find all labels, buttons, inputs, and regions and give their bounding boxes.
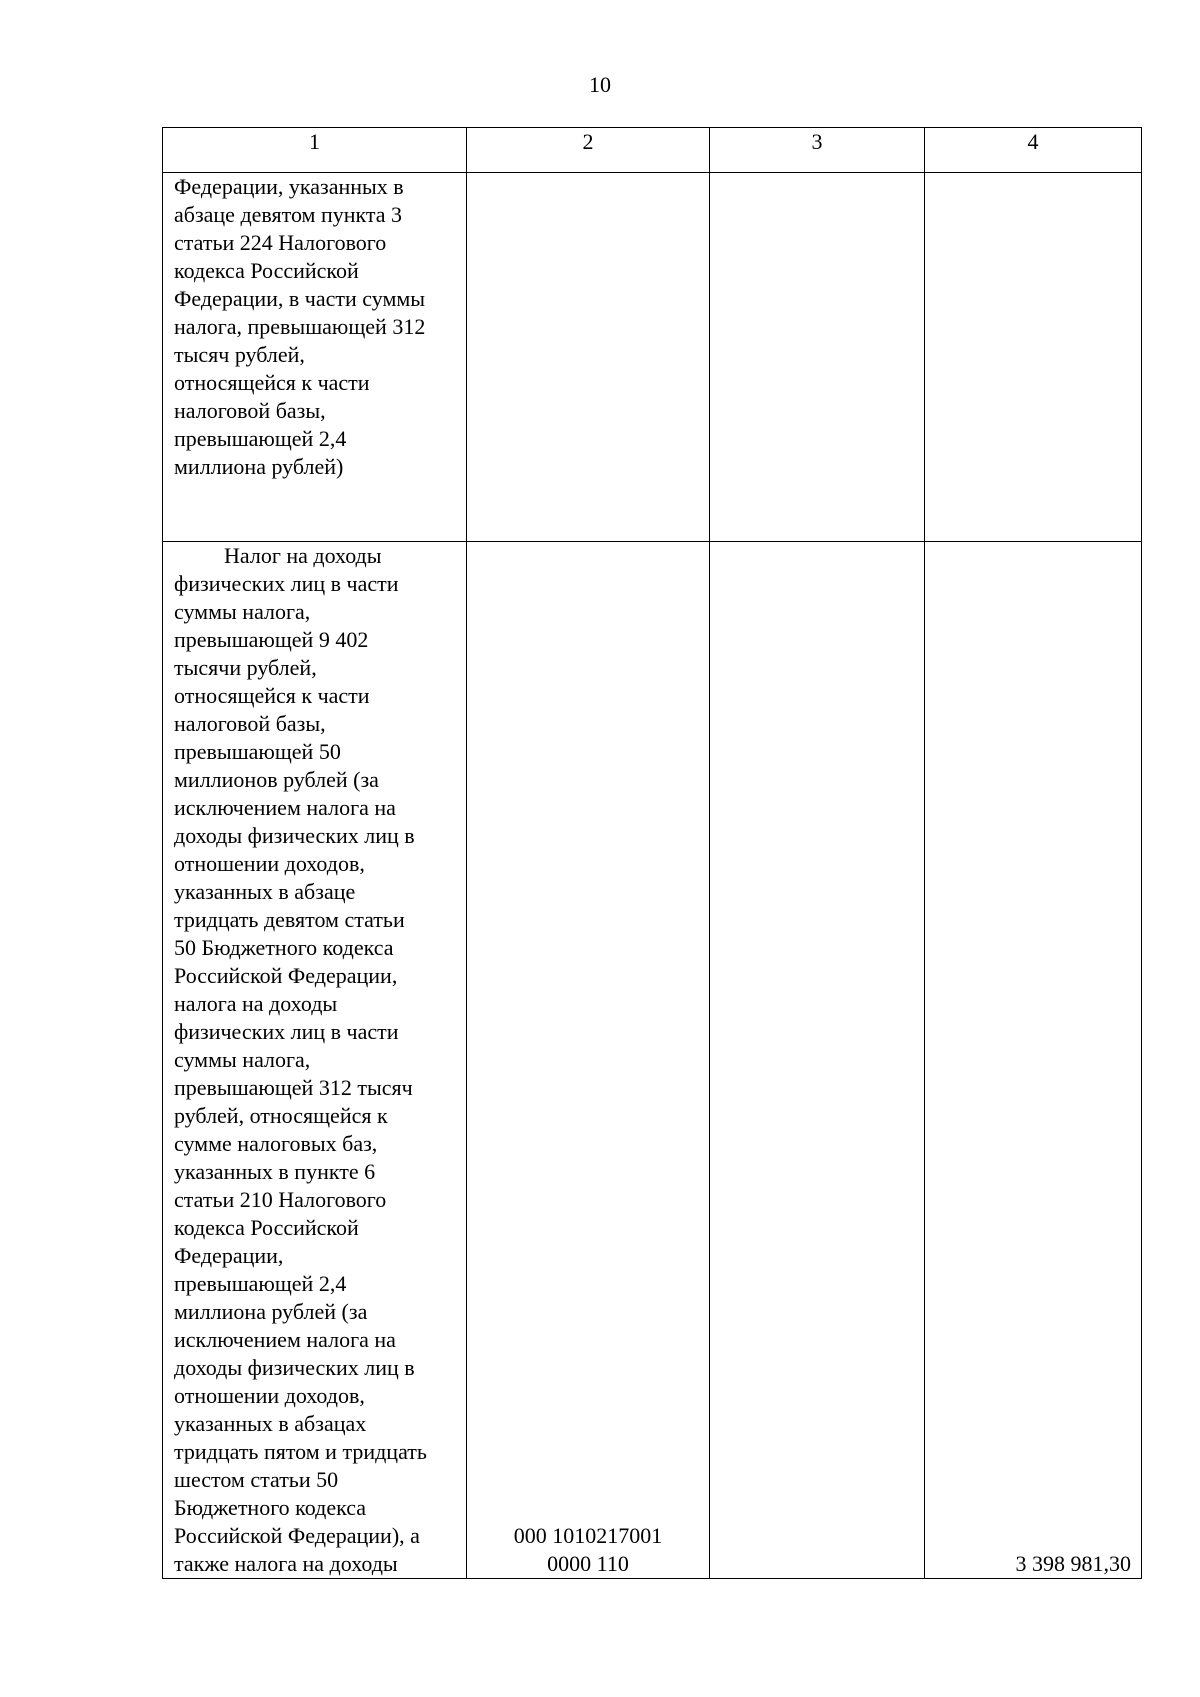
row-2-amount: 3 398 981,30 (925, 542, 1142, 1579)
row-2-code: 000 1010217001 0000 110 (467, 542, 710, 1579)
row-2-col3 (710, 542, 925, 1579)
column-header-3: 3 (710, 128, 925, 173)
row-1-code (467, 173, 710, 542)
table-row (163, 173, 1142, 542)
row-2-description (163, 542, 467, 1579)
column-header-4: 4 (925, 128, 1142, 173)
page-number: 10 (589, 72, 611, 97)
table-header-row (163, 128, 1142, 173)
row-1-col3 (710, 173, 925, 542)
column-header-1: 1 (163, 128, 467, 173)
column-header-2: 2 (467, 128, 710, 173)
revenue-table (162, 127, 1142, 1579)
row-1-description: Федерации, указанных в абзаце девятом пункта 3 статьи 224 Налогового кодекса Российской Федерации, в части суммы налога, превышающей 312 тысяч рублей, относящейся к части налоговой базы, превышающей 2,4 миллиона рублей) (163, 173, 467, 542)
row-1-amount (925, 173, 1142, 542)
row-2-description-text: Налог на доходы физических лиц в части суммы налога, превышающей 9 402 тысячи рублей, относящейся к части налоговой базы, превышающей 50 миллионов рублей (за исключением налога на доходы физических лиц в отношении доходов, указанных в абзаце тридцать девятом статьи 50 Бюджетного кодекса Российской Федерации, налога на доходы физических лиц в части суммы налога, превышающей 312 тысяч рублей, относящейся к сумме налоговых баз, указанных в пункте 6 статьи 210 Налогового кодекса Российской Федерации, превышающей 2,4 миллиона рублей (за исключением налога на доходы физических лиц в отношении доходов, указанных в абзацах тридцать пятом и тридцать шестом статьи 50 Бюджетного кодекса Российской Федерации), а также налога на доходы (174, 543, 427, 1576)
table-row (163, 542, 1142, 1579)
